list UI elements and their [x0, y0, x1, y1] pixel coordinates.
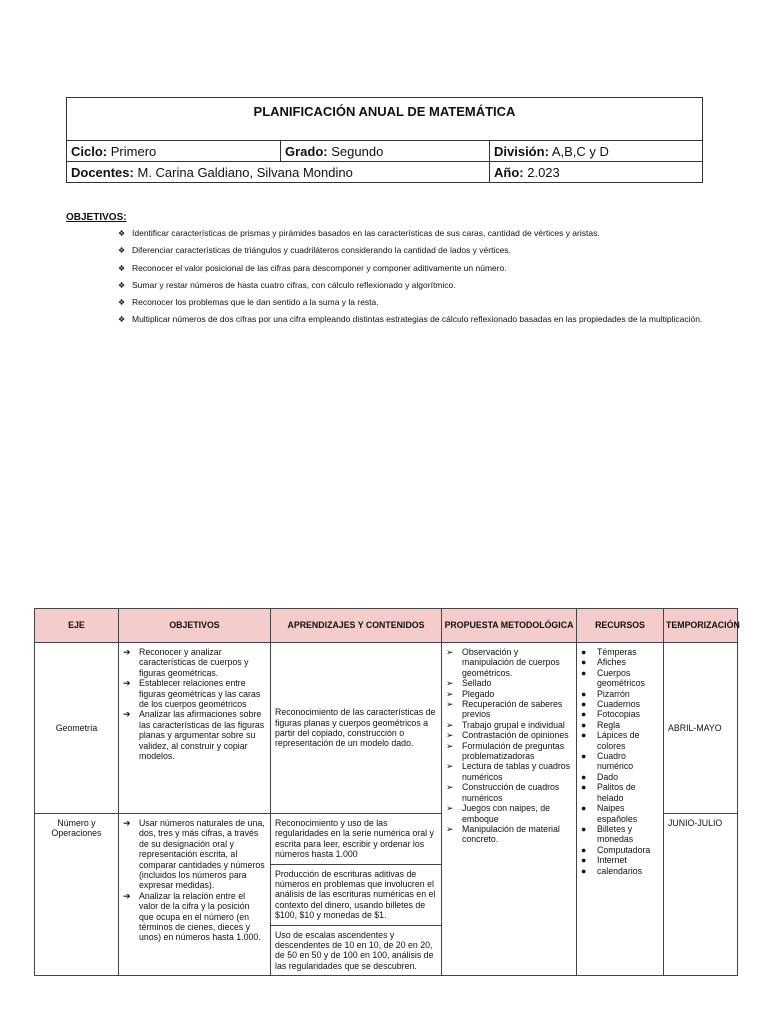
diamond-bullet-icon: ❖ — [118, 229, 126, 238]
list-item: ➢ Observación y manipulación de cuerpos geométricos. — [446, 647, 560, 678]
arrow-right-icon: ➔ — [123, 818, 131, 828]
bullet-icon: ● — [581, 751, 587, 762]
arrow-right-icon: ➔ — [123, 890, 131, 901]
bullet-icon: ● — [581, 782, 587, 793]
list-item: ❖ Reconocer el valor posicional de las cifras para descomponer y componer aditivamente un número. — [118, 260, 706, 277]
list-item: ● Cuerpos geométricos — [581, 667, 645, 689]
bullet-icon: ● — [581, 688, 587, 699]
arrowhead-icon: ➢ — [446, 740, 454, 751]
tiempo-numero: JUNIO-JULIO — [664, 814, 738, 976]
header-temporizacion: TEMPORIZACIÓN — [664, 609, 738, 643]
objetivos-numero — [119, 814, 271, 976]
diamond-bullet-icon: ❖ — [118, 315, 126, 325]
bullet-icon: ● — [581, 730, 587, 741]
header-recursos: RECURSOS — [577, 609, 664, 643]
tiempo-geometria: ABRIL-MAYO — [664, 643, 738, 814]
bullet-icon: ● — [581, 719, 587, 730]
header-eje: EJE — [35, 609, 119, 643]
list-item: ● calendarios — [581, 865, 642, 876]
planning-table — [34, 608, 738, 976]
list-item: ➢ Manipulación de material concreto. — [446, 823, 560, 845]
diamond-bullet-icon: ❖ — [118, 246, 126, 256]
arrow-right-icon: ➔ — [123, 647, 131, 657]
arrowhead-icon: ➢ — [446, 647, 454, 657]
list-item: ➢ Formulación de preguntas problematizadoras — [446, 740, 565, 762]
header-objetivos: OBJETIVOS — [119, 609, 271, 643]
list-item: ● Dado — [581, 771, 619, 782]
list-item: ➢ Recuperación de saberes previos — [446, 699, 563, 720]
list-item: ● Pizarrón — [581, 688, 630, 699]
list-item: ❖ Reconocer los problemas que le dan sentido a la suma y la resta. — [118, 294, 706, 311]
arrowhead-icon: ➢ — [446, 699, 454, 710]
list-item: ● Regla — [581, 719, 620, 730]
list-item: ➢ Lectura de tablas y cuadros numéricos — [446, 761, 571, 782]
list-item: ● Computadora — [581, 844, 651, 855]
arrow-right-icon: ➔ — [123, 678, 131, 689]
arrowhead-icon: ➢ — [446, 782, 454, 793]
list-item: ● Billetes y monedas — [581, 823, 634, 845]
list-item: ❖ Identificar características de prismas y pirámides basados en las características de sus caras, cantidad de vértices y aristas. — [118, 225, 706, 242]
objetivos-geometria — [119, 643, 271, 814]
list-item: ● Cuadro numérico — [581, 751, 634, 772]
list-item: ● Palitos de helado — [581, 782, 636, 803]
bullet-icon: ● — [581, 667, 587, 678]
list-item: ❖ Sumar y restar números de hasta cuatro cifras, con cálculo reflexionado y algorítmico. — [118, 277, 706, 294]
header-propuesta: PROPUESTA METODOLÓGICA — [442, 609, 577, 643]
diamond-bullet-icon: ❖ — [118, 280, 126, 290]
arrowhead-icon: ➢ — [446, 803, 454, 814]
list-item: ● Cuadernos — [581, 699, 641, 710]
list-item: ● Témperas — [581, 647, 637, 657]
objetivos-section — [66, 211, 706, 329]
list-item: ❖ Multiplicar números de dos cifras por una cifra empleando distintas estrategias de cálculo reflexionado basadas en las propiedades de la multiplicación. — [118, 311, 706, 328]
list-item: ➢ Construcción de cuadros numéricos — [446, 782, 560, 803]
header-aprendizajes: APRENDIZAJES Y CONTENIDOS — [271, 609, 442, 643]
list-item: ➔ Usar números naturales de una, dos, tres y más cifras, a través de su designación oral y representación escrita, al comparar cantidades y números (incluidos los números para expresar medidas). — [123, 818, 265, 891]
ciclo-cell: Ciclo: Primero — [67, 141, 281, 162]
list-item: ● Fotocopias — [581, 709, 641, 720]
docentes-cell: Docentes: M. Carina Galdiano, Silvana Mondino — [67, 162, 490, 183]
recursos — [577, 643, 664, 976]
list-item: ➢ Sellado — [446, 678, 492, 689]
list-item: ● Naipes españoles — [581, 803, 638, 824]
arrowhead-icon: ➢ — [446, 678, 454, 689]
anio-cell: Año: 2.023 — [490, 162, 703, 183]
list-item: ➢ Contrastación de opiniones — [446, 730, 569, 741]
list-item: ➔ Establecer relaciones entre figuras geométricas y las caras de los cuerpos geométricos — [123, 678, 261, 710]
contenido-geometria: Reconocimiento de las características de figuras planas y cuerpos geométricos a partir del copiado, construcción o representación de un modelo dado. — [271, 643, 442, 814]
arrowhead-icon: ➢ — [446, 688, 454, 699]
arrowhead-icon: ➢ — [446, 823, 454, 834]
arrowhead-icon: ➢ — [446, 730, 454, 741]
list-item: ➢ Plegado — [446, 688, 495, 699]
bullet-icon: ● — [581, 647, 587, 657]
arrowhead-icon: ➢ — [446, 719, 454, 730]
page-title: PLANIFICACIÓN ANUAL DE MATEMÁTICA — [67, 98, 703, 141]
eje-geometria: Geometría — [35, 643, 119, 814]
arrow-right-icon: ➔ — [123, 709, 131, 720]
diamond-bullet-icon: ❖ — [118, 298, 126, 308]
contenido-item: Reconocimiento y uso de las regularidades en la serie numérica oral y escrita para leer, escribir y ordenar los números hasta 1.000 — [271, 814, 441, 865]
list-item: ● Afiches — [581, 657, 626, 668]
bullet-icon: ● — [581, 803, 587, 814]
list-item: ● Lápices de colores — [581, 730, 640, 751]
list-item: ➔ Reconocer y analizar características de cuerpos y figuras geométricas. — [123, 647, 249, 678]
bullet-icon: ● — [581, 855, 587, 866]
bullet-icon: ● — [581, 699, 587, 710]
bullet-icon: ● — [581, 709, 587, 720]
objetivos-list — [66, 225, 706, 329]
list-item: ● Internet — [581, 855, 627, 866]
eje-numero: Número y Operaciones — [35, 814, 119, 976]
bullet-icon: ● — [581, 823, 587, 834]
bullet-icon: ● — [581, 771, 587, 782]
contenido-item: Producción de escrituras aditivas de números en problemas que involucren el análisis de las escrituras numéricas en el contexto del dinero, usando billetes de $100, $10 y monedas de $1. — [271, 865, 441, 926]
list-item: ➢ Juegos con naipes, de emboque — [446, 803, 551, 824]
bullet-icon: ● — [581, 844, 587, 855]
contenido-item: Uso de escalas ascendentes y descendentes de 10 en 10, de 20 en 20, de 50 en 50 y de 100 en 100, análisis de las regularidades que se descubren. — [275, 929, 434, 971]
list-item: ➔ Analizar la relación entre el valor de la cifra y la posición que ocupa en el número (en términos de cienes, dieces y unos) en números hasta 1.000. — [123, 890, 261, 943]
list-item: ❖ Diferenciar características de triángulos y cuadriláteros considerando la cantidad de lados y vértices. — [118, 242, 706, 259]
bullet-icon: ● — [581, 657, 587, 668]
contenidos-numero — [271, 814, 442, 976]
objetivos-heading: OBJETIVOS: — [66, 212, 127, 223]
division-cell: División: A,B,C y D — [490, 141, 703, 162]
list-item: ➔ Analizar las afirmaciones sobre las características de las figuras planas y argumentar sobre su validez, al construir y copiar modelos. — [123, 709, 265, 762]
header-table — [66, 97, 703, 183]
grado-cell: Grado: Segundo — [281, 141, 490, 162]
bullet-icon: ● — [581, 865, 587, 876]
propuesta-metodologica — [442, 643, 577, 976]
list-item: ➢ Trabajo grupal e individual — [446, 719, 565, 730]
arrowhead-icon: ➢ — [446, 761, 454, 772]
diamond-bullet-icon: ❖ — [118, 263, 126, 273]
